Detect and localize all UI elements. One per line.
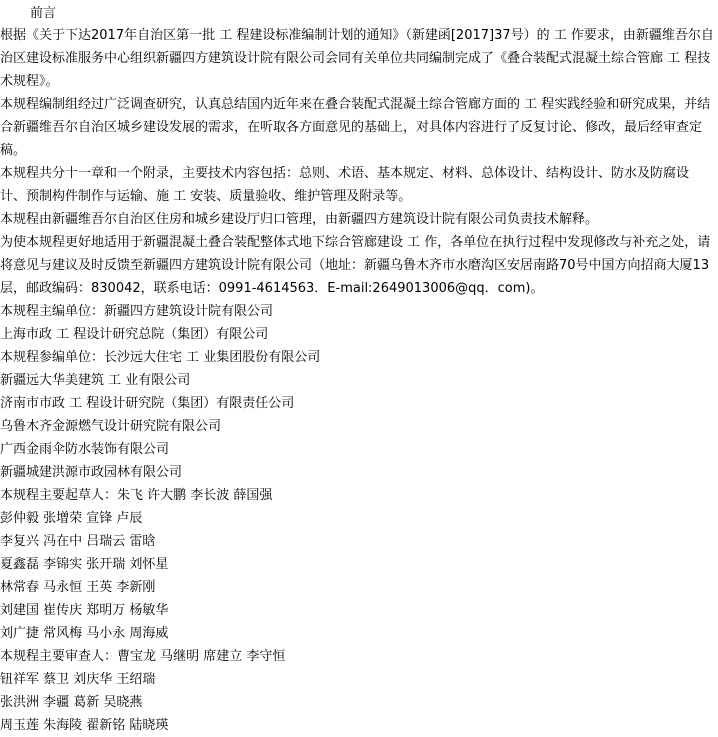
paragraph-basis: 根据《关于下达2017年自治区第一批 工 程建设标准编制计划的通知》（新建函[2017]37号）的 工 作要求，由新疆维吾尔自治区建设标准服务中心组织新疆四方建筑设计院有限公司会同有关单位共同编制完成了《叠合装配式混凝土综合管廊 工 程技术规程》。	[0, 28, 714, 89]
chief-editor-unit-2: 上海市政 工 程设计研究总院（集团）有限公司	[0, 327, 269, 342]
drafters-line-6: 刘建国 崔传庆 郑明万 杨敏华	[0, 603, 169, 618]
drafters-line-2: 彭仲毅 张增荣 宣锋 卢辰	[0, 511, 143, 526]
document-title: 前言	[30, 6, 57, 21]
participating-unit-6: 新疆城建洪源市政园林有限公司	[0, 465, 183, 480]
participating-unit-5: 广西金雨伞防水装饰有限公司	[0, 442, 170, 457]
reviewers-line-3: 张洪洲 李疆 葛新 吴晓燕	[0, 695, 143, 710]
participating-unit: 本规程参编单位：长沙远大住宅 工 业集团股份有限公司	[0, 350, 321, 365]
reviewers-line: 本规程主要审查人：曹宝龙 马继明 席建立 李守恒	[0, 649, 286, 664]
paragraph-compilation: 本规程编制组经过广泛调查研究，认真总结国内近年来在叠合装配式混凝土综合管廊方面的 工 程实践经验和研究成果，并结合新疆维吾尔自治区城乡建设发展的需求，在听取各方面意见的基础上，对具体内容进行了反复讨论、修改，最后经审查定稿。	[0, 97, 711, 158]
participating-unit-2: 新疆远大华美建筑 工 业有限公司	[0, 373, 191, 388]
drafters-line-7: 刘广捷 常风梅 马小永 周海威	[0, 626, 169, 641]
reviewers-line-2: 钮祥军 蔡卫 刘庆华 王绍瑞	[0, 672, 156, 687]
drafters-line-4: 夏鑫磊 李锦实 张开瑞 刘怀星	[0, 557, 169, 572]
drafters-line: 本规程主要起草人：朱飞 许大鹏 李长波 薛国强	[0, 488, 273, 503]
participating-unit-3: 济南市市政 工 程设计研究院（集团）有限责任公司	[0, 396, 295, 411]
paragraph-management: 本规程由新疆维吾尔自治区住房和城乡建设厅归口管理，由新疆四方建筑设计院有限公司负责技术解释。	[0, 212, 599, 227]
drafters-line-3: 李复兴 冯在中 吕瑞云 雷晗	[0, 534, 156, 549]
reviewers-line-4: 周玉莲 朱海陵 翟新铭 陆晓瑛	[0, 718, 169, 733]
chief-editor-unit: 本规程主编单位：新疆四方建筑设计院有限公司	[0, 304, 274, 319]
paragraph-contents: 本规程共分十一章和一个附录，主要技术内容包括：总则、术语、基本规定、材料、总体设计、结构设计、防水及防腐设计、预制构件制作与运输、施 工 安装、质量验收、维护管理及附录等。	[0, 166, 690, 204]
participating-unit-4: 乌鲁木齐金源燃气设计研究院有限公司	[0, 419, 222, 434]
paragraph-feedback: 为使本规程更好地适用于新疆混凝土叠合装配整体式地下综合管廊建设 工 作，各单位在执行过程中发现修改与补充之处，请将意见与建议及时反馈至新疆四方建筑设计院有限公司（地址：新疆乌鲁木齐市水磨沟区安居南路70号中国方向招商大厦13层，邮政编码：830042，联系电话：0991-4614563．E-mail:2649013006@qq．com)。	[0, 235, 711, 296]
drafters-line-5: 林常春 马永恒 王英 李新刚	[0, 580, 156, 595]
